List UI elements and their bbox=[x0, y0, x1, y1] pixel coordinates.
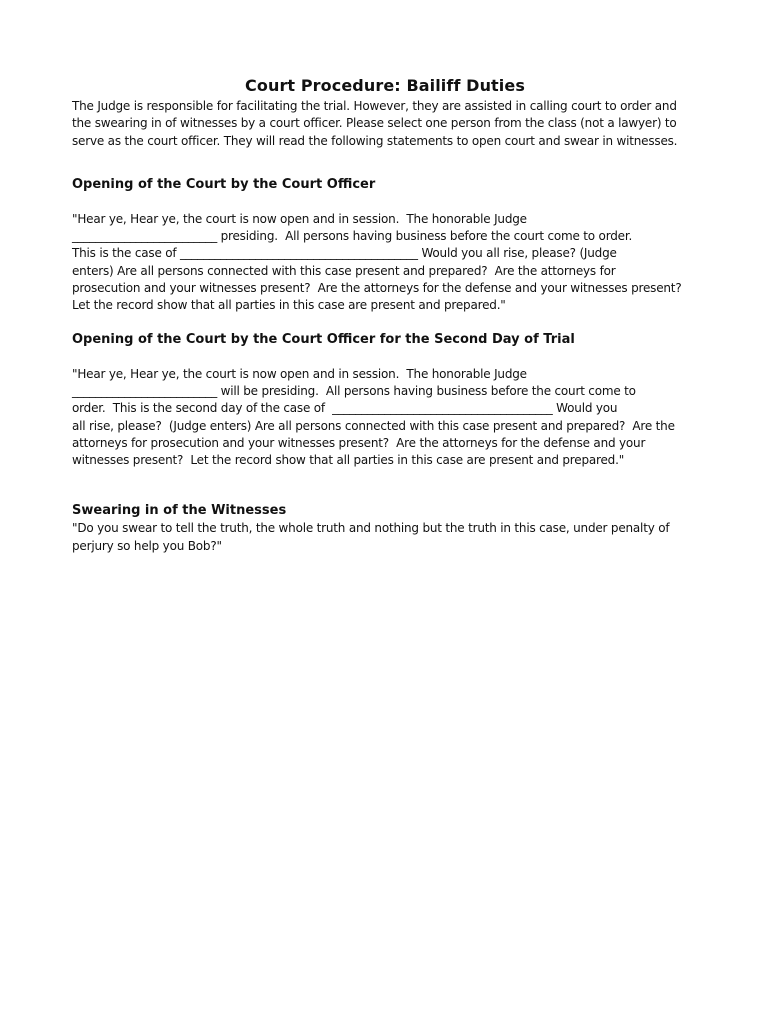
text-line: "Hear ye, Hear ye, the court is now open and in session. The honorable Judge bbox=[72, 366, 527, 381]
section-text-opening bbox=[72, 211, 698, 315]
section-text-swearing-in bbox=[72, 520, 698, 555]
text-line: Let the record show that all parties in this case are present and prepared." bbox=[72, 298, 506, 313]
text-line: _________________________ presiding. All persons having business before the court come to order. bbox=[72, 229, 633, 244]
text-line: witnesses present? Let the record show that all parties in this case are present and prepared." bbox=[72, 453, 625, 468]
section-heading-opening: Opening of the Court by the Court Officer bbox=[72, 176, 376, 192]
text-line: "Do you swear to tell the truth, the whole truth and nothing but the truth in this case, under penalty of bbox=[72, 521, 670, 536]
text-line: perjury so help you Bob?" bbox=[72, 538, 222, 553]
text-line: enters) Are all persons connected with this case present and prepared? Are the attorneys for bbox=[72, 263, 616, 278]
text-line: all rise, please? (Judge enters) Are all persons connected with this case present and prepared? Are the bbox=[72, 418, 675, 433]
intro-paragraph: The Judge is responsible for facilitating the trial. However, they are assisted in calling court to order and the swearing in of witnesses by a court officer. Please select one person from the class (not a lawyer) to serve as the court officer. They will read the following statements to open court and swear in witnesses. bbox=[72, 99, 678, 148]
document-page bbox=[72, 74, 698, 555]
text-line: attorneys for prosecution and your witnesses present? Are the attorneys for the defense and your bbox=[72, 435, 646, 450]
text-line: "Hear ye, Hear ye, the court is now open and in session. The honorable Judge bbox=[72, 211, 527, 226]
section-heading-second-day: Opening of the Court by the Court Officer for the Second Day of Trial bbox=[72, 331, 575, 347]
text-line: prosecution and your witnesses present? Are the attorneys for the defense and your witnesses present? bbox=[72, 281, 682, 296]
text-line: _________________________ will be presiding. All persons having business before the court come to bbox=[72, 383, 636, 398]
section-text-second-day bbox=[72, 366, 698, 470]
text-line: order. This is the second day of the case of ______________________________________ Would you bbox=[72, 401, 618, 416]
text-line: This is the case of _________________________________________ Would you all rise, please? (Judge bbox=[72, 246, 617, 261]
section-heading-swearing-in: Swearing in of the Witnesses bbox=[72, 503, 287, 519]
document-title: Court Procedure: Bailiff Duties bbox=[245, 76, 525, 95]
